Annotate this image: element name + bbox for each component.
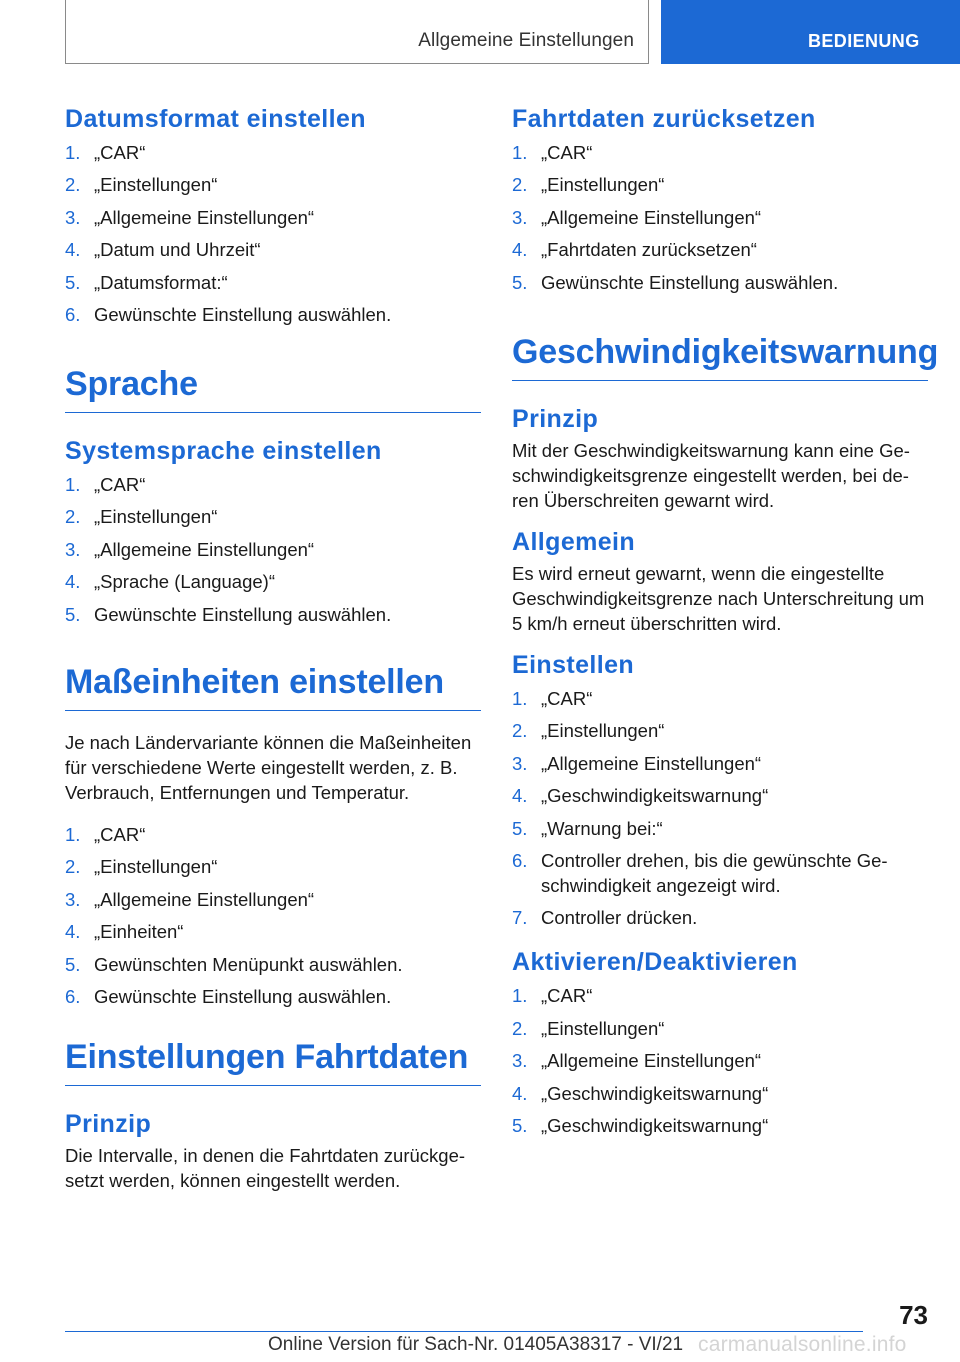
list-item: 3. „Allgemeine Einstellungen“ [65,888,315,910]
reset-trip-steps [512,140,928,295]
list-item: 1. „CAR“ [512,985,593,1007]
list-item: 4. „Fahrtdaten zurücksetzen“ [512,239,757,261]
list-item: 5. Gewünschten Menüpunkt auswählen. [65,953,403,975]
list-item: 5. Gewünschte Einstellung auswählen. [65,603,392,625]
speed-toggle-steps [512,983,928,1138]
list-item: 1. „CAR“ [65,824,146,845]
speed-warning-heading: Geschwindigkeitswarnung [512,330,928,381]
list-item: 7. Controller drücken. [512,907,698,929]
list-item: 6. Gewünschte Einstellung auswählen. [65,303,392,325]
reset-trip-section [512,103,928,302]
language-steps [65,472,481,627]
list-item: 3. „Allgemeine Einstellungen“ [512,1050,762,1072]
language-heading: Sprache [65,362,481,413]
reset-trip-heading: Fahrtdaten zurücksetzen [512,105,816,133]
watermark: carmanualsonline.info [698,1333,907,1356]
footer-divider [65,1331,863,1332]
speed-toggle-heading: Aktivieren/Deaktivieren [512,948,798,977]
list-item: 3. „Allgemeine Einstellungen“ [65,206,315,228]
list-item: 5. „Datumsformat:“ [65,271,228,293]
trip-principle-heading: Prinzip [65,1110,152,1138]
units-heading: Maßeinheiten einstellen [65,660,481,711]
list-item: 5. Gewünschte Einstellung auswählen. [512,271,839,293]
list-item: 5. „Geschwindigkeitswarnung“ [512,1114,769,1136]
date-format-steps [65,140,481,327]
speed-setup-heading: Einstellen [512,651,635,679]
trip-data-section [65,1035,481,1193]
list-item: 2. „Einstellungen“ [65,174,218,196]
section-title: Allgemeine Einstellungen [418,30,634,51]
list-item: 2. „Einstellungen“ [65,506,218,528]
list-item: 1. „CAR“ [512,688,593,709]
list-item: 3. „Allgemeine Einstellungen“ [65,538,315,560]
list-item: 2. „Einstellungen“ [512,720,665,742]
list-item: 2. „Einstellungen“ [512,1017,665,1039]
list-item: 1. „CAR“ [65,474,146,495]
list-item: 4. „Einheiten“ [65,921,184,943]
speed-principle-text: Mit der Geschwindigkeitswarnung kann eine Geschwindigkeitsgrenze eingestellt werden, bei deren Überschreiten gewarnt wird. [512,440,910,511]
list-item: 2. „Einstellungen“ [65,856,218,878]
date-format-heading: Datumsformat einstellen [65,105,366,133]
chapter-header-tab [661,0,960,64]
speed-principle-heading: Prinzip [512,405,599,433]
list-item: 4. „Sprache (Language)“ [65,571,275,593]
list-item: 1. „CAR“ [512,142,593,163]
list-item: 6. Controller drehen, bis die gewünschte Geschwindigkeit angezeigt wird. [512,849,888,896]
trip-data-heading: Einstellungen Fahrtdaten [65,1035,481,1086]
list-item: 4. „Datum und Uhrzeit“ [65,239,261,261]
list-item: 4. „Geschwindigkeitswarnung“ [512,785,769,807]
date-format-section [65,103,481,334]
language-section [65,362,481,634]
units-steps [65,822,481,1009]
list-item: 3. „Allgemeine Einstellungen“ [512,752,762,774]
chapter-title: BEDIENUNG [808,31,920,51]
units-section [65,660,481,1016]
list-item: 6. Gewünschte Einstellung auswählen. [65,985,392,1007]
system-language-heading: Systemsprache einstellen [65,437,382,465]
list-item: 3. „Allgemeine Einstellungen“ [512,206,762,228]
speed-setup-steps [512,686,928,930]
page-number: 73 [899,1300,928,1330]
speed-warning-section [512,330,939,1145]
trip-principle-text: Die Intervalle, in denen die Fahrtdaten zurückgesetzt werden, können eingestellt werden. [65,1145,466,1191]
speed-general-text: Es wird erneut gewarnt, wenn die eingestellte Geschwindigkeitsgrenze nach Unterschreitung um 5 km/h erneut überschritten wird. [512,563,925,634]
list-item: 2. „Einstellungen“ [512,174,665,196]
footer-version-text: Online Version für Sach-Nr. 01405A38317 - VI/21 [268,1334,684,1355]
section-header-tab [65,0,649,64]
list-item: 1. „CAR“ [65,142,146,163]
list-item: 5. „Warnung bei:“ [512,817,663,839]
speed-general-heading: Allgemein [512,528,636,556]
list-item: 4. „Geschwindigkeitswarnung“ [512,1082,769,1104]
units-paragraph: Je nach Ländervariante können die Maßeinheiten für verschiedene Werte eingestellt werden, z. B. Verbrauch, Entfernungen und Temperatur. [65,732,472,803]
